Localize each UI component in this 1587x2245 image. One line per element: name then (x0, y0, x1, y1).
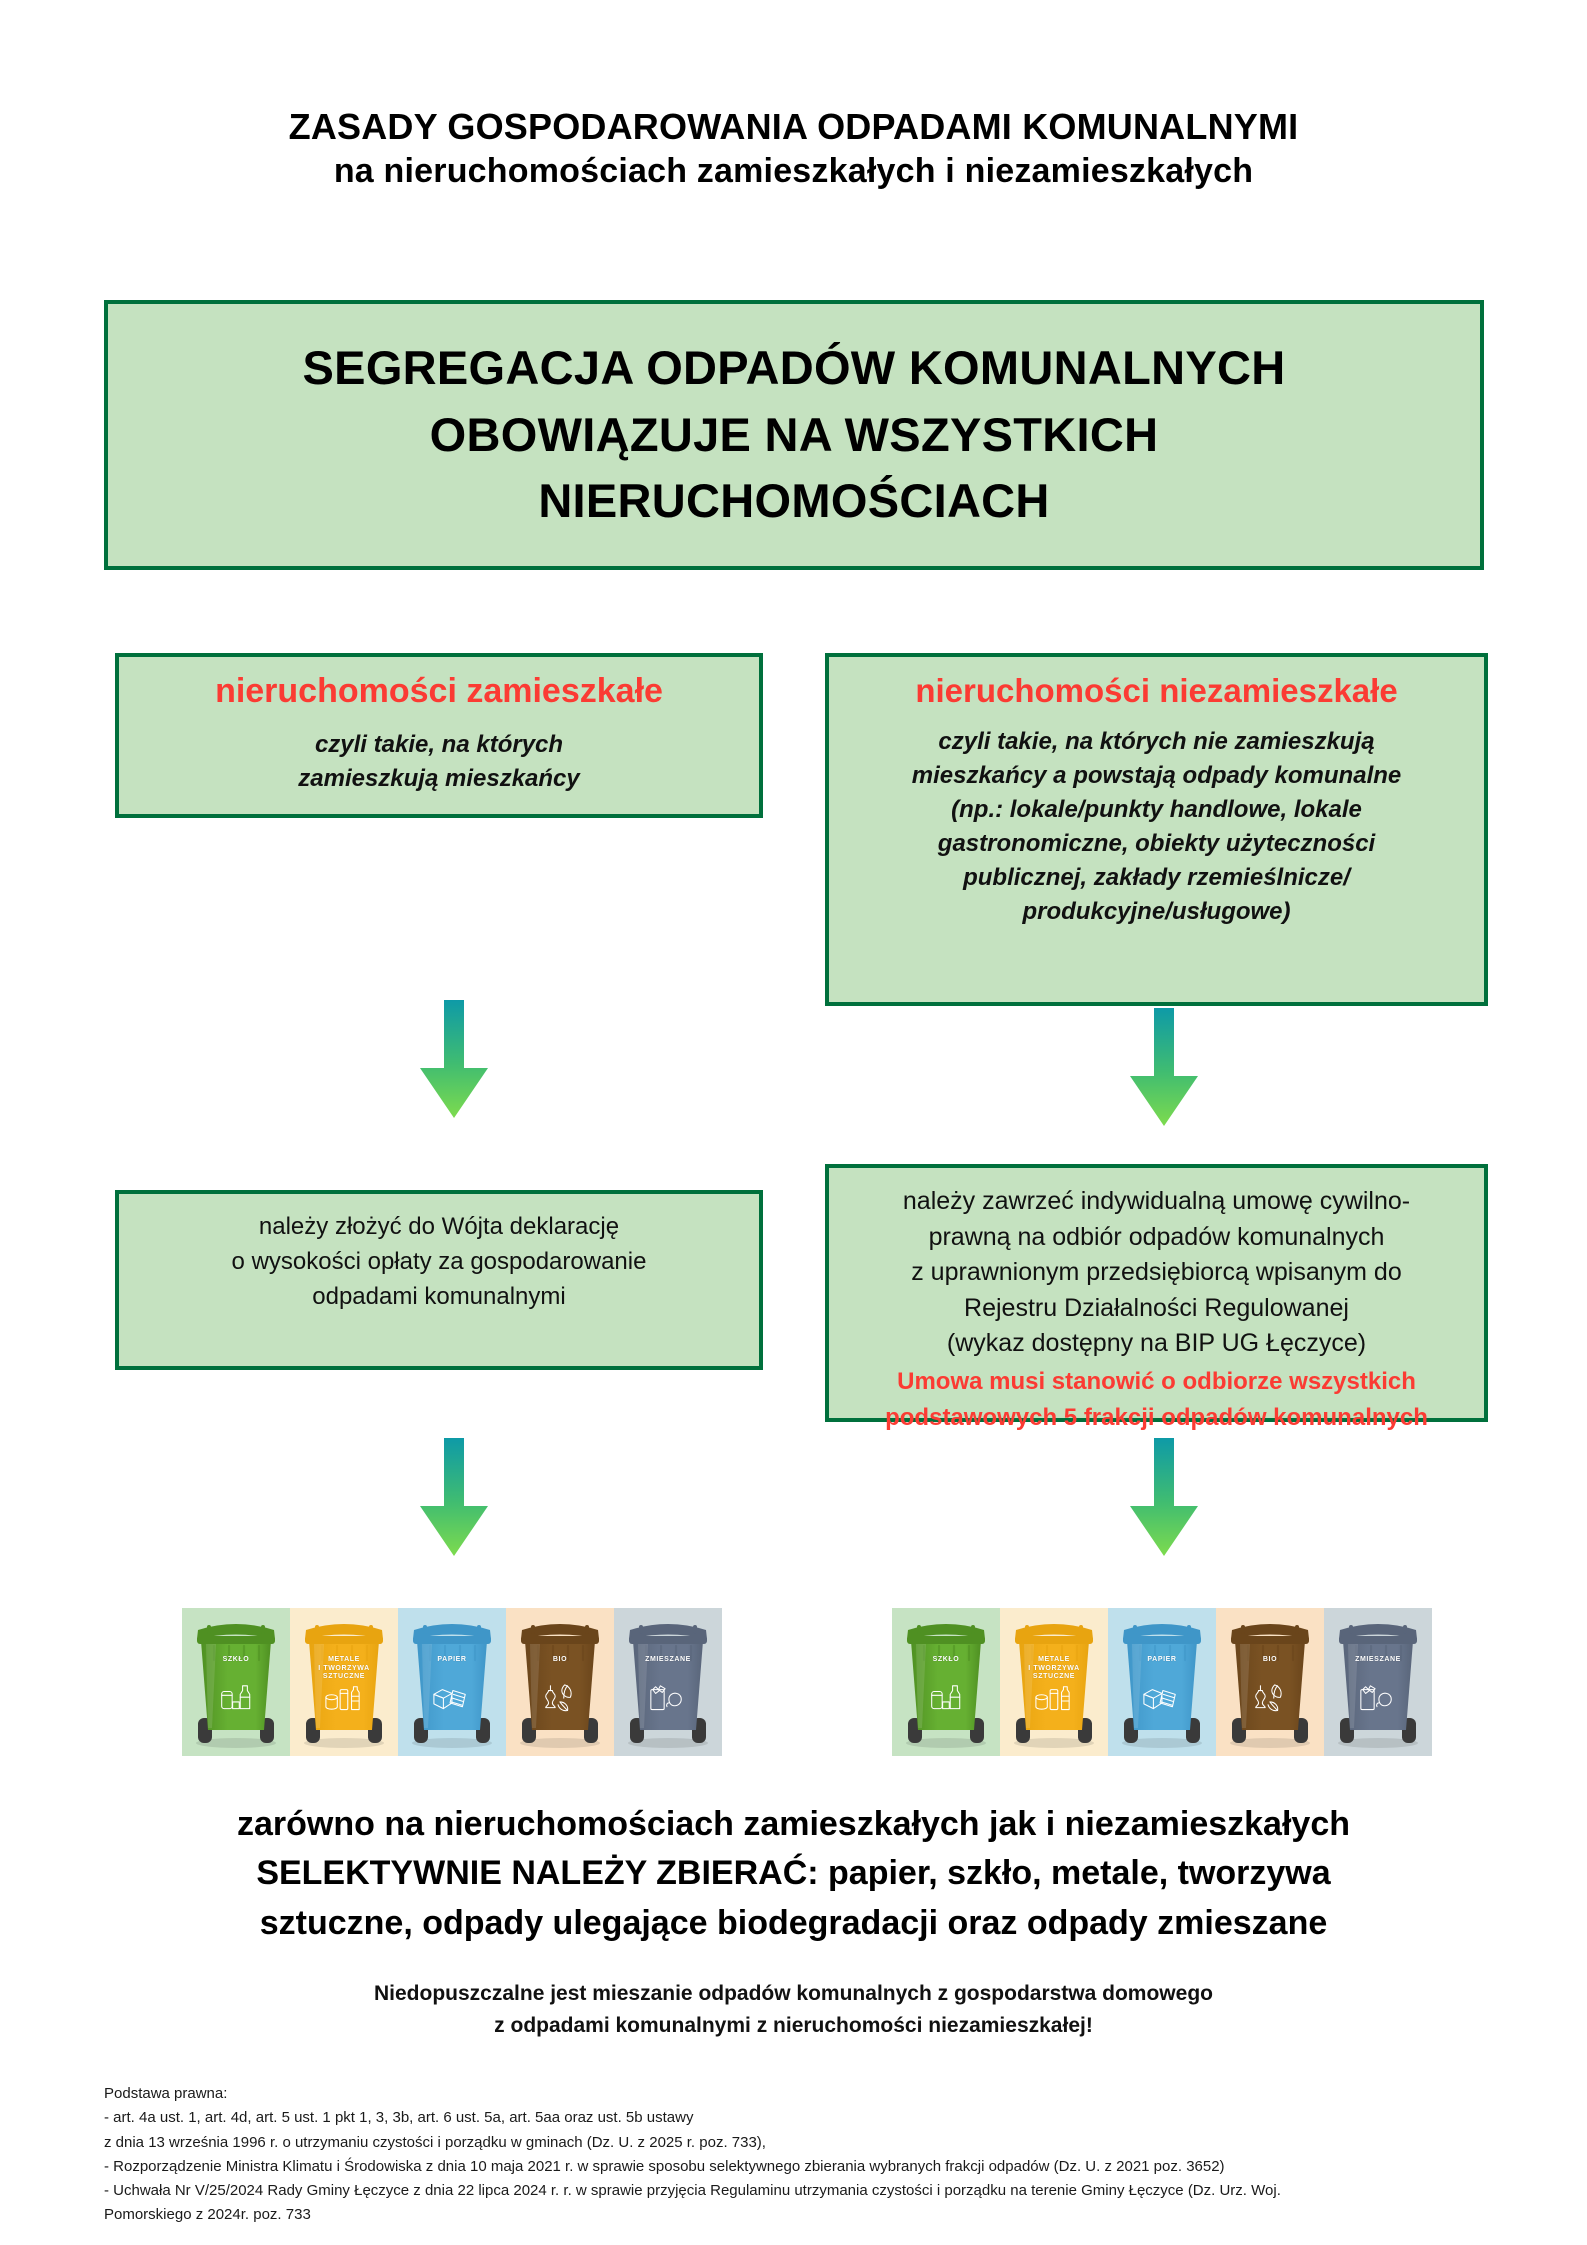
carton-newspaper-icon (398, 1608, 506, 1756)
definition-body-line: czyli takie, na których (314, 730, 564, 758)
bottom-line: zarówno na nieruchomościach zamieszkałych jak i niezamieszkałych (236, 1805, 1351, 1843)
definition-heading-uninhabited: nieruchomości niezamieszkałe (915, 672, 1398, 709)
definition-heading-inhabited: nieruchomości zamieszkałe (215, 672, 663, 710)
bin-label (398, 1656, 506, 1665)
waste-bin-strip-inhabited (182, 1608, 722, 1756)
bin-bio (506, 1608, 614, 1756)
bin-label-line: ZMIESZANE (645, 1656, 691, 1663)
mixed-waste-icon (1324, 1608, 1432, 1756)
legal-line: z dnia 13 września 1996 r. o utrzymaniu czystości i porządku w gminach (Dz. U. z 2025 r. poz. 733), (104, 2133, 766, 2151)
can-plastic-bottle-icon (290, 1608, 398, 1756)
legal-line: - Uchwała Nr V/25/2024 Rady Gminy Łęczyce z dnia 22 lipca 2024 r. r. w sprawie przyjęcia Regulaminu utrzymania czystości i porządku na terenie Gminy Łęczyce (Dz. Urz. Woj. (104, 2182, 1281, 2200)
bin-zmieszane (614, 1608, 722, 1756)
definition-body-line: publicznej, zakłady rzemieślnicze/ (963, 863, 1350, 891)
legal-line: - art. 4a ust. 1, art. 4d, art. 5 ust. 1 pkt 1, 3, 3b, art. 6 ust. 5a, art. 5aa oraz ust. 5b ustawy (104, 2109, 694, 2127)
bin-label (1216, 1656, 1324, 1665)
page-title (0, 104, 1587, 194)
bin-label-line: I TWORZYWA (1028, 1664, 1080, 1672)
waste-bin-strip-uninhabited (892, 1608, 1432, 1756)
bin-label-line: SZTUCZNE (322, 1673, 366, 1681)
legal-line: - Rozporządzenie Ministra Klimatu i Środowiska z dnia 10 maja 2021 r. w sprawie sposobu selektywnego zbierania wybranych frakcji odpadów (Dz. U. z 2021 poz. 3652) (104, 2157, 1225, 2175)
title-line-1: ZASADY GOSPODAROWANIA ODPADAMI KOMUNALNYMI (288, 106, 1299, 147)
action-line: Rejestru Działalności Regulowanej (964, 1293, 1349, 1322)
action-warning-line: podstawowych 5 frakcji odpadów komunalnych (885, 1403, 1428, 1431)
bin-bio (1216, 1608, 1324, 1756)
definition-body-line: (np.: lokale/punkty handlowe, lokale (951, 795, 1362, 823)
definition-box-uninhabited (825, 653, 1488, 1006)
subnote-line: z odpadami komunalnymi z nieruchomości niezamieszkałej! (494, 2013, 1093, 2037)
bin-label (1108, 1656, 1216, 1665)
bin-label (1324, 1656, 1432, 1665)
can-plastic-bottle-icon (1000, 1608, 1108, 1756)
glass-bottle-jar-icon (182, 1608, 290, 1756)
bin-label (892, 1656, 1000, 1665)
definition-body-line: produkcyjne/usługowe) (1022, 897, 1291, 925)
subnote-line: Niedopuszczalne jest mieszanie odpadów komunalnych z gospodarstwa domowego (374, 1982, 1213, 2005)
bin-szkło (892, 1608, 1000, 1756)
bin-label-line: BIO (552, 1656, 568, 1663)
bin-label (614, 1656, 722, 1665)
bin-label-line: PAPIER (437, 1656, 467, 1663)
action-box-declaration (115, 1190, 763, 1370)
bin-label-line: BIO (1262, 1656, 1278, 1663)
hero-banner (104, 300, 1484, 570)
definition-body-line: mieszkańcy a powstają odpady komunalne (911, 761, 1402, 789)
legal-line: Podstawa prawna: (104, 2085, 228, 2102)
definition-box-inhabited (115, 653, 763, 818)
bin-label-line: I TWORZYWA (318, 1664, 370, 1672)
bottom-emphasis (0, 1800, 1587, 1948)
bin-label-line: ZMIESZANE (1355, 1656, 1401, 1663)
bin-zmieszane (1324, 1608, 1432, 1756)
subnote (0, 1978, 1587, 2041)
bin-label-line: METALE (1038, 1656, 1070, 1663)
leaf-apple-core-icon (1216, 1608, 1324, 1756)
bin-label-line: PAPIER (1147, 1656, 1177, 1663)
hero-line-3: NIERUCHOMOŚCIACH (538, 474, 1050, 528)
definition-body-line: zamieszkują mieszkańcy (298, 764, 580, 792)
action-line: z uprawnionym przedsiębiorcą wpisanym do (911, 1258, 1402, 1286)
bin-label (1000, 1656, 1108, 1682)
bin-szkło (182, 1608, 290, 1756)
bin-metale (290, 1608, 398, 1756)
action-line: o wysokości opłaty za gospodarowanie (231, 1247, 647, 1275)
bottom-line: sztuczne, odpady ulegające biodegradacji oraz odpady zmieszane (259, 1903, 1328, 1942)
definition-body-line: czyli takie, na których nie zamieszkują (938, 727, 1375, 755)
bin-papier (1108, 1608, 1216, 1756)
hero-line-2: OBOWIĄZUJE NA WSZYSTKICH (429, 407, 1159, 461)
action-box-contract (825, 1164, 1488, 1431)
down-arrow-icon (1128, 1438, 1200, 1558)
action-line: (wykaz dostępny na BIP UG Łęczyce) (946, 1329, 1367, 1357)
mixed-waste-icon (614, 1608, 722, 1756)
bin-papier (398, 1608, 506, 1756)
down-arrow-icon (418, 1438, 490, 1558)
carton-newspaper-icon (1108, 1608, 1216, 1756)
legal-line: Pomorskiego z 2024r. poz. 733 (104, 2206, 311, 2224)
glass-bottle-jar-icon (892, 1608, 1000, 1756)
bin-metale (1000, 1608, 1108, 1756)
title-line-2: na nieruchomościach zamieszkałych i niezamieszkałych (333, 152, 1254, 191)
down-arrow-icon (418, 1000, 490, 1120)
action-line: należy zawrzeć indywidualną umowę cywilno- (902, 1187, 1411, 1215)
down-arrow-icon (1128, 1008, 1200, 1128)
action-line: należy złożyć do Wójta deklarację (258, 1213, 620, 1240)
action-warning-line: Umowa musi stanowić o odbiorze wszystkich (897, 1367, 1416, 1395)
bin-label-line: METALE (328, 1656, 360, 1663)
bin-label (506, 1656, 614, 1665)
leaf-apple-core-icon (506, 1608, 614, 1756)
bin-label (182, 1656, 290, 1665)
bin-label-line: SZTUCZNE (1032, 1673, 1076, 1681)
definition-body-line: gastronomiczne, obiekty użyteczności (937, 829, 1376, 857)
bin-label-line: SZKŁO (222, 1656, 250, 1663)
bottom-line: SELEKTYWNIE NALEŻY ZBIERAĆ: papier, szkło, metale, tworzywa (256, 1854, 1331, 1893)
hero-line-1: SEGREGACJA ODPADÓW KOMUNALNYCH (302, 340, 1286, 394)
bin-label-line: SZKŁO (932, 1656, 960, 1663)
action-line: odpadami komunalnymi (312, 1282, 566, 1310)
action-line: prawną na odbiór odpadów komunalnych (928, 1222, 1385, 1251)
legal-basis-footer (104, 2082, 1504, 2228)
bin-label (290, 1656, 398, 1682)
